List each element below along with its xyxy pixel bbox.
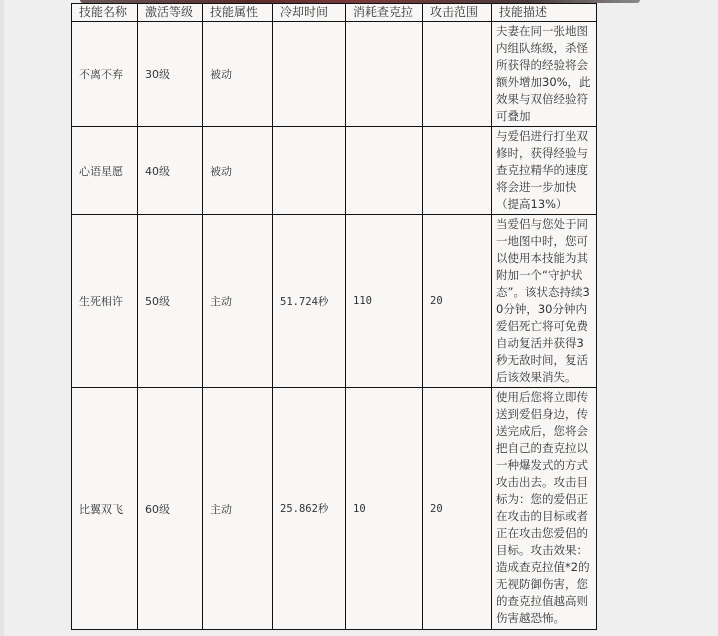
header-skill-attribute: 技能属性 — [203, 4, 273, 22]
cell-skill-name: 比翼双飞 — [72, 388, 138, 630]
table-row — [72, 215, 597, 388]
cell-chakra-cost — [346, 22, 423, 127]
cell-cooldown: 25.862秒 — [273, 388, 346, 630]
cell-description: 使用后您将立即传送到爱侣身边，传送完成后，您将会把自己的查克拉以一种爆发式的方式攻击出去。攻击目标为：您的爱侣正在攻击的目标或者正在攻击您爱侣的目标。攻击效果：造成查克拉值*2的无视防御伤害，您的查克拉值越高则伤害越恐怖。 — [492, 388, 597, 630]
cell-level: 30级 — [138, 22, 203, 127]
cell-attribute: 被动 — [203, 22, 273, 127]
cell-cooldown — [273, 127, 346, 215]
header-attack-range: 攻击范围 — [423, 4, 492, 22]
header-cooldown: 冷却时间 — [273, 4, 346, 22]
cell-skill-name: 不离不弃 — [72, 22, 138, 127]
cell-skill-name: 心语星愿 — [72, 127, 138, 215]
cell-level: 40级 — [138, 127, 203, 215]
cell-range: 20 — [423, 388, 492, 630]
cell-description: 当爱侣与您处于同一地图中时，您可以使用本技能为其附加一个“守护状态”。该状态持续30分钟，30分钟内爱侣死亡将可免费自动复活并获得3秒无敌时间，复活后该效果消失。 — [492, 215, 597, 388]
cell-skill-name: 生死相许 — [72, 215, 138, 388]
table-header-row — [72, 4, 597, 22]
cell-description: 与爱侣进行打坐双修时，获得经验与查克拉精华的速度将会进一步加快（提高13%） — [492, 127, 597, 215]
table-row — [72, 388, 597, 630]
cell-cooldown — [273, 22, 346, 127]
table-row — [72, 127, 597, 215]
cell-range: 20 — [423, 215, 492, 388]
header-skill-description: 技能描述 — [492, 4, 597, 22]
left-margin-shade — [0, 0, 4, 636]
header-chakra-cost: 消耗查克拉 — [346, 4, 423, 22]
cell-range — [423, 22, 492, 127]
header-activation-level: 激活等级 — [138, 4, 203, 22]
cell-chakra-cost — [346, 127, 423, 215]
cell-attribute: 被动 — [203, 127, 273, 215]
table-row — [72, 22, 597, 127]
header-skill-name: 技能名称 — [72, 4, 138, 22]
cell-attribute: 主动 — [203, 215, 273, 388]
cell-attribute: 主动 — [203, 388, 273, 630]
skills-table — [71, 3, 597, 630]
cell-level: 50级 — [138, 215, 203, 388]
cell-cooldown: 51.724秒 — [273, 215, 346, 388]
cell-chakra-cost: 110 — [346, 215, 423, 388]
cell-chakra-cost: 10 — [346, 388, 423, 630]
cell-range — [423, 127, 492, 215]
cell-level: 60级 — [138, 388, 203, 630]
cell-description: 夫妻在同一张地图内组队练级，杀怪所获得的经验将会额外增加30%，此效果与双倍经验符可叠加 — [492, 22, 597, 127]
